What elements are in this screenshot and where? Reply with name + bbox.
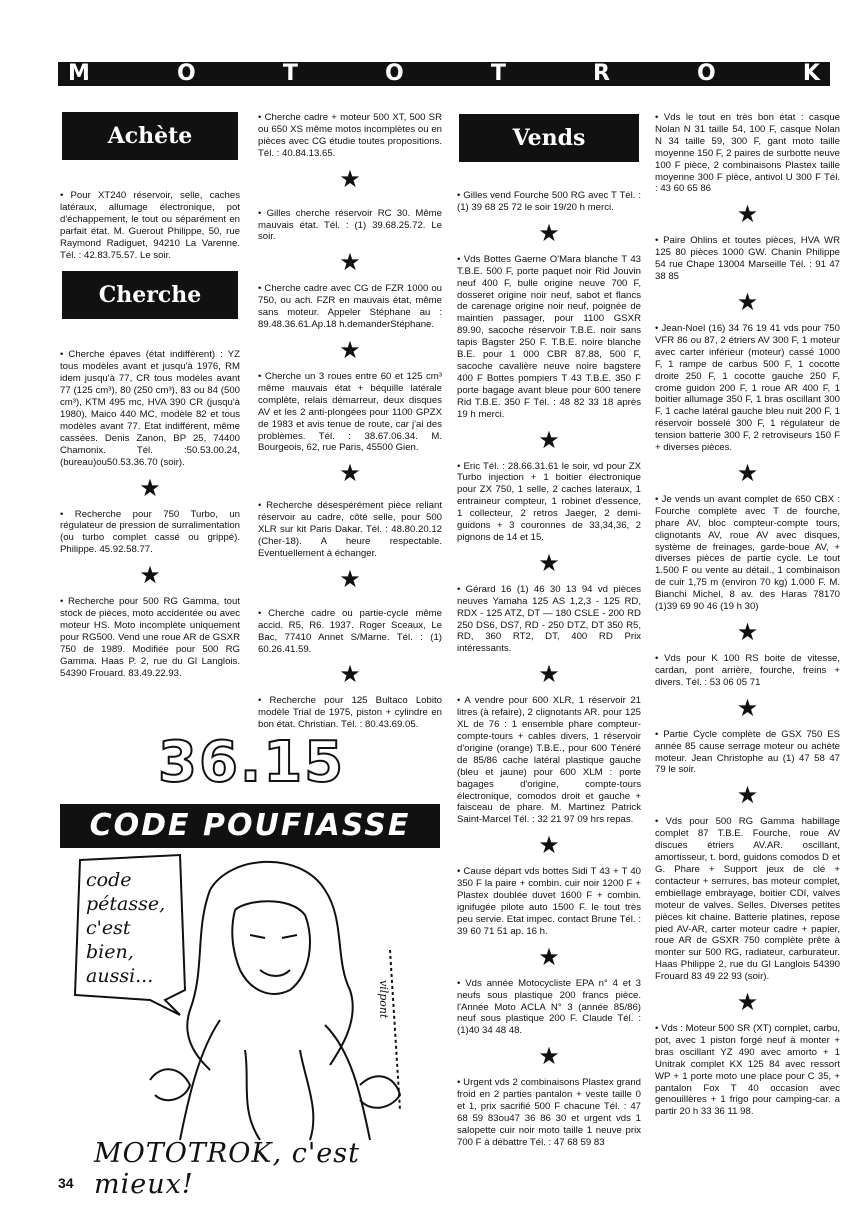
star-separator: ★ bbox=[339, 336, 361, 364]
classified-ad: • Urgent vds 2 combinaisons Plastex grand froid en 2 parties pantalon + veste taille 0 et 1, prix sacrifié 500 F chacune Tél. : 47 68 59 83ou47 36 86 30 et urgent vds 1 salopette cuir noir moto taille 1 neuve prix 700 F à débattre Tél. : 47 68 59 83 bbox=[457, 1077, 641, 1148]
column-1 bbox=[60, 112, 240, 685]
classified-ad: • Jean-Noel (16) 34 76 19 41 vds pour 750 VFR 86 ou 87, 2 étriers AV 300 F, 1 moteur avec carter inférieur (moteur) cassé 1000 F, 1 rampe de carbus 500 F, 1 cocotte droite 250 F, 1 cocotte gauche 250 F, crome guidon 200 F, 1 roue AR 400 F, 1 boitier allumage 350 F, 1 bras oscillant 300 F, 1 cache latéral gauche bleu nuit 200 F, 1 réservoir bosselé 300 F, 1 régulateur de tension batterie 300 F, 2 retroviseurs 150 F + diverses pièces. bbox=[655, 322, 840, 454]
star-separator: ★ bbox=[538, 549, 560, 577]
star-separator: ★ bbox=[339, 460, 361, 488]
banner-letter: O bbox=[177, 61, 196, 86]
banner-letter: O bbox=[385, 61, 404, 86]
star-separator: ★ bbox=[339, 165, 361, 193]
cartoon-code-line: CODE POUFIASSE bbox=[60, 804, 440, 848]
classified-ad: • Eric Tél. : 28.66.31.61 le soir, vd pour ZX Turbo injection + 1 boitier électronique pour ZX 750, 1 selle, 2 caches lateraux, 1 entraineur compteur, 1 robinet d'essence, 1 collecteur, 2 retros Jaeger, 2 demi-guidons + 3 couronnes de 33,34,36, 2 pignons de 14 et 15. bbox=[457, 460, 641, 543]
banner-letter: M bbox=[68, 61, 90, 86]
star-separator: ★ bbox=[339, 661, 361, 689]
classified-ad: • Gérard 16 (1) 46 30 13 94 vd pièces neuves Yamaha 125 AS 1,2,3 - 125 RD, RDX - 125 ATZ, DT — 180 CSLE - 200 RD 250 DS6, DS7, RD - 250 DTZ, DT 350 R5, RD, 360 RT2, DT, 400 RD Prix intéressants. bbox=[457, 583, 641, 655]
star-separator: ★ bbox=[538, 661, 560, 689]
star-separator: ★ bbox=[736, 989, 759, 1017]
star-separator: ★ bbox=[538, 832, 560, 860]
classified-ad: • Cherche cadre ou partie-cycle même accid. R5, R6. 1937. Roger Sceaux, Le Bac, 77410 Annet S/Marne. Tél. : (1) 60.26.41.59. bbox=[258, 607, 442, 655]
classified-ad: • Recherche pour 750 Turbo, un régulateur de pression de surralimentation (ou turbo complet cassé ou grippé). Philippe. 45.92.58.77. bbox=[60, 508, 240, 556]
column-4 bbox=[655, 112, 840, 1124]
star-separator: ★ bbox=[339, 249, 361, 277]
cartoon-slogan: MOTOTROK, c'est mieux! bbox=[94, 1138, 360, 1200]
classified-ad: • Vds le tout en très bon état : casque Nolan N 31 taille 54, 100 F, casque Nolan N 34 taille 59, 300 F, gant moto taille moyenne 150 F, 2 paires de surbotte neuve 100 F pièce, 2 combinaisons Plastex taille moyenne 300 F pièce, antivol U 300 F Tél. : 43 60 65 86 bbox=[655, 112, 840, 195]
classified-ad: • Cherche épaves (état indifférent) : YZ tous modèles avant et jusqu'à 1976, RM idem jusqu'à 77, CR tous modèles avant 77 (125 cm³), 80 (250 cm³), 83 ou 84 (500 cm³), KTM 495 mc, HVA 390 CR (jusqu'à 1980), Maico 440 MC, modèle 82 et tous modèles avant 77. Etat indifférent, même cassées. Denis Zanon, BP 25, 74400 Chamonix. Tél. :50.53.00.24, (bureau)ou50.53.36.70 (soir). bbox=[60, 349, 240, 468]
banner-letter: T bbox=[282, 61, 298, 86]
section-heading-cherche: Cherche bbox=[62, 271, 238, 319]
star-separator: ★ bbox=[736, 782, 759, 810]
speech-line: aussi... bbox=[86, 965, 154, 987]
star-separator: ★ bbox=[139, 474, 161, 502]
star-separator: ★ bbox=[736, 459, 759, 487]
star-separator: ★ bbox=[538, 943, 560, 971]
classified-ad: • Cherche cadre + moteur 500 XT, 500 SR ou 650 XS même motos incomplètes ou en pièces avec CG étudie toutes propositions. Tél. : 40.84.13.65. bbox=[258, 112, 442, 159]
classified-ad: • A vendre pour 600 XLR, 1 réservoir 21 litres (à refaire), 2 clignotants AR. pour 125 XL de 76 : 1 ensemble phare compteur-compte-tours + cables divers, 1 réservoir d'origine (orange) T.B.E., pour 600 Ténéré de 85/86 cache latéral plastique gauche (bleu et jaune) pour 600 XLM : porte bagages d'origine, compte-tours électronique, comodos droit et gauche + faisceau de phare. M. Martinez Patrick Saint-Marcel Tél. : 32 21 97 09 hrs repas. bbox=[457, 695, 641, 826]
star-separator: ★ bbox=[736, 694, 759, 722]
page-number: 34 bbox=[58, 1175, 74, 1191]
star-separator: ★ bbox=[538, 219, 560, 247]
classified-ad: • Cherche cadre avec CG de FZR 1000 ou 750, ou ach. FZR en mauvais état, même sans moteur. Appeler Stéphane au : 89.48.36.61.Ap.18 h.demanderStéphane. bbox=[258, 283, 442, 331]
banner-letter: T bbox=[490, 61, 506, 86]
classified-ad: • Gilles cherche réservoir RC 30. Même mauvais état. Tél. : (1) 39.68.25.72. Le soir. bbox=[258, 207, 442, 243]
speech-bubble-text bbox=[86, 868, 165, 988]
classified-ad: • Cherche un 3 roues entre 60 et 125 cm³ même mauvais état + béquille latérale complète, relais démarreur, deux disques AV et les 2 anti-plongées pour 1100 GPZX de 1983 et avis tenue de route, car j'ai des problèmes. Tél. : 38.67.06.34. M. Bourgeois, 62, rue Paris, 45500 Gien. bbox=[258, 370, 442, 454]
classified-ad: • Cause départ vds bottes Sidi T 43 + T 40 350 F la paire + combin. cuir noir 1200 F + Plastex doublée duvet 1600 F + combin. ignifugée pilote auto 1500 F. le tout très peu servie. Etat impec. contact Brune Tél. : 39 60 71 51 ap. 16 h. bbox=[457, 866, 641, 937]
classified-ad: • Paire Ohlins et toutes pièces, HVA WR 125 80 pièces 1000 GW. Chanin Philippe 54 rue Chape 13004 Marseille Tél. : 91 47 38 85 bbox=[655, 235, 840, 283]
banner-letter: R bbox=[592, 61, 610, 86]
classified-ad: • Gilles vend Fourche 500 RG avec T Tél. : (1) 39 68 25 72 le soir 19/20 h merci. bbox=[457, 190, 641, 213]
column-2 bbox=[258, 112, 442, 737]
artist-signature: vilpont bbox=[377, 980, 390, 1019]
classified-ad: • Pour XT240 réservoir, selle, caches latéraux, allumage électronique, pot d'échappement, le tout ou séparément en parfait état. M. Guerout Philippe, 50, rue Raymond Radiguet, 94210 La Varenne. Tél. : 42.83.75.57. Le soir. bbox=[60, 190, 240, 261]
mototrok-banner bbox=[58, 62, 830, 86]
classified-ad: • Recherche pour 125 Bultaco Lobito modèle Trial de 1975, piston + cylindre en bon état. Christian. Tél. : 80.43.69.05. bbox=[258, 695, 442, 731]
classified-ad: • Je vends un avant complet de 650 CBX : Fourche complète avec T de fourche, phare AV, bloc compteur-compte tours, clignotants AV, roue AV avec disques, système de freinages, garde-boue AV, + diverses pièces de partie cycle. Le tout 1.500 F ou vente au détail., 1 combinaison de cuir 1,75 m (environ 70 kg) 1.000 F. M. Bianchi Michel, 8 av. des Haras 78170 (1)39 69 90 46 (19 h 30) bbox=[655, 493, 840, 613]
classified-ad: • Vds pour K 100 RS boite de vitesse, cardan, pont arrière, fourche, freins + divers. Tél. : 53 06 05 71 bbox=[655, 653, 840, 688]
section-heading-vends: Vends bbox=[459, 114, 639, 162]
speech-line: bien, bbox=[86, 941, 134, 963]
star-separator: ★ bbox=[736, 201, 759, 229]
speech-line: pétasse, bbox=[86, 893, 166, 915]
classified-ad: • Vds Bottes Gaerne O'Mara blanche T 43 T.B.E. 500 F, porte paquet noir Rid Jouvin neuf 400 F, bulle origine neuve 700 F, dosseret origine noir neuf, sabot et flancs de carenage origine noir neuf, poignée de maintien passager, pour 1100 GSXR 89.90, sacoche réservoir T.B.E. noir sans tapis Bagster 250 F. T.B.E. noire blanche B.E. pour 1 000 CBR 87.88, 500 F, sacoche cavalière neuve noire bagstere 400 F Bottes pompiers T 43 T.B.E. 350 F porte bagage avant bleue pour 600 tenere Rid T.B.E. 350 F Tél. : 48 82 33 18 après 19 h merci. bbox=[457, 253, 641, 420]
star-separator: ★ bbox=[139, 562, 161, 590]
classified-ad: • Recherche pour 500 RG Gamma, tout stock de pièces, moto accidentée ou avec moteur HS. Moto incomplète uniquement pour RG500. Vend une roue AR de GSXR 750 de 1989. Modifiée pour 500 RG Gamma. Haas P. 2, rue du Gl Langlois. 54390 Frouard. 83.49.22.93. bbox=[60, 596, 240, 679]
banner-letter: O bbox=[697, 61, 716, 86]
speech-line: code bbox=[86, 869, 132, 891]
star-separator: ★ bbox=[538, 1043, 560, 1071]
banner-letter: K bbox=[802, 61, 820, 86]
classified-ad: • Vds pour 500 RG Gamma habillage complet 87 T.B.E. Fourche, roue AV discues étriers AV.AR. oscillant, amortisseur, t. bord, guidons comodos D et G. Phare + Support jeux de clé + contacteur + serrures, bas moteur complet, embiellage embrayage, boitier CDI, valves moteur de valves. Selles. Diverses petites pièces kit chaine. Batterie platines, repose pied AV-AR, carter moteur cadre + papier, roue AR de GSXR 750 complète prête à monter sur 500 RG, radiateur, carburateur. Haas Philippe 2, rue du Gl Langlois 54390 Frouard 83 49 22 93 (soir). bbox=[655, 816, 840, 983]
column-3 bbox=[457, 112, 641, 1155]
section-heading-achete: Achète bbox=[62, 112, 238, 160]
classified-ad: • Partie Cycle complète de GSX 750 ES année 85 cause serrage moteur ou achète moteur. Jean Christophe au (1) 47 58 47 79 le soir. bbox=[655, 728, 840, 776]
star-separator: ★ bbox=[736, 288, 759, 316]
classified-ad: • Recherche désespérément pièce reliant réservoir au cadre, côté selle, pour 500 XLR sur kit Paris Dakar. Tél. : 48.80.20.12 (Cher-18). A heure respectable. Eventuellement à échanger. bbox=[258, 500, 442, 559]
classified-ad: • Vds : Moteur 500 SR (XT) complet, carbu, pot, avec 1 piston forgé neuf à monter + bras oscillant YZ 490 avec amorto + 1 Unitrak complet KX 125 84 avec ressort WP + 1 porte moto une place pour C 35, + pantalon Fox T 40 occasion avec genouillères + 1 frigo pour camping-car. a partir 20 h 33 36 11 98. bbox=[655, 1023, 840, 1118]
speech-line: c'est bbox=[86, 917, 131, 939]
star-separator: ★ bbox=[736, 619, 759, 646]
star-separator: ★ bbox=[339, 565, 361, 593]
classified-ad: • Vds année Motocycliste EPA n° 4 et 3 neufs sous plastique 200 francs pièce. l'Année Moto ACLA N° 3 (année 85/86) neuf sous plastique 200 F. Claude Tél. : (1)40 34 48 48. bbox=[457, 977, 641, 1037]
star-separator: ★ bbox=[538, 426, 560, 454]
cartoon-minitel-number: 36.15 bbox=[158, 730, 346, 795]
